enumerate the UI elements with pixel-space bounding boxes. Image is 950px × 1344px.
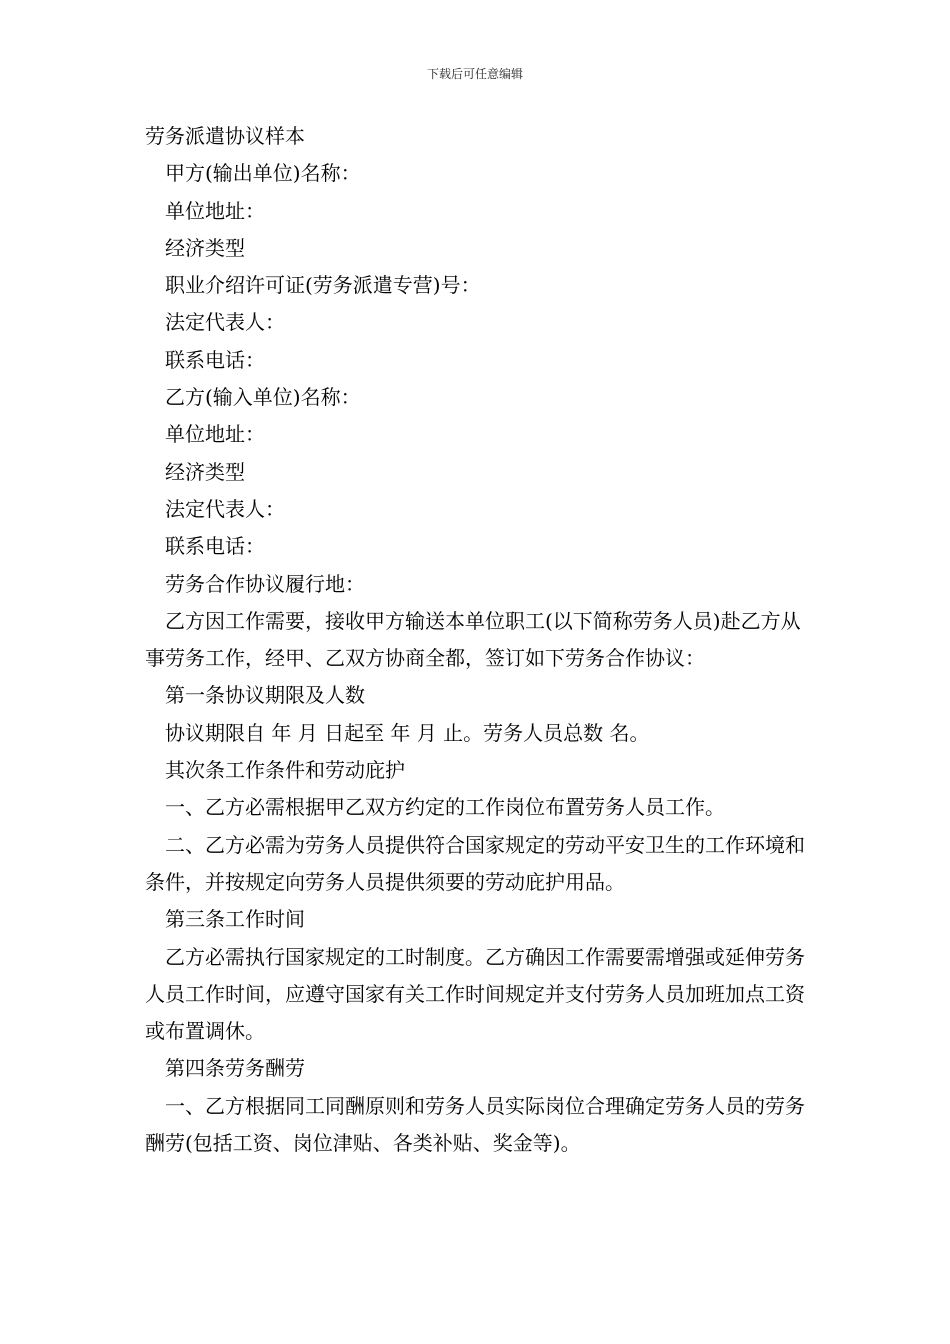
paragraph: 二、乙方必需为劳务人员提供符合国家规定的劳动平安卫生的工作环境和条件，并按规定向劳务人员提供须要的劳动庇护用品。 — [145, 832, 805, 894]
paragraph: 一、乙方必需根据甲乙双方约定的工作岗位布置劳务人员工作。 — [165, 795, 725, 820]
paragraph: 单位地址： — [165, 422, 265, 447]
document-title: 劳务派遣协议样本 — [145, 124, 305, 148]
paragraph: 经济类型 — [165, 459, 245, 484]
section-heading: 第四条劳务酬劳 — [165, 1056, 305, 1081]
header-note: 下载后可任意编辑 — [426, 67, 523, 81]
paragraph: 法定代表人： — [165, 496, 285, 521]
paragraph: 劳务合作协议履行地： — [165, 571, 365, 596]
paragraph: 协议期限自 年 月 日起至 年 月 止。劳务人员总数 名。 — [165, 720, 650, 745]
section-heading: 第三条工作时间 — [165, 907, 305, 932]
paragraph: 经济类型 — [165, 235, 245, 260]
paragraph: 一、乙方根据同工同酬原则和劳务人员实际岗位合理确定劳务人员的劳务酬劳(包括工资、岗位津贴、各类补贴、奖金等)。 — [145, 1093, 805, 1156]
document-body — [145, 118, 810, 1162]
paragraph: 法定代表人： — [165, 310, 285, 335]
section-heading: 第一条协议期限及人数 — [165, 683, 365, 708]
paragraph: 乙方(输入单位)名称： — [165, 385, 361, 410]
paragraph: 乙方因工作需要，接收甲方输送本单位职工(以下简称劳务人员)赴乙方从事劳务工作，经甲、乙双方协商全都，签订如下劳务合作协议： — [145, 608, 801, 671]
paragraph: 单位地址： — [165, 198, 265, 223]
paragraph: 联系电话： — [165, 347, 265, 372]
paragraph: 甲方(输出单位)名称： — [165, 161, 361, 186]
section-heading: 其次条工作条件和劳动庇护 — [165, 758, 405, 783]
paragraph: 职业介绍许可证(劳务派遣专营)号： — [165, 273, 481, 298]
paragraph: 乙方必需执行国家规定的工时制度。乙方确因工作需要需增强或延伸劳务人员工作时间，应遵守国家有关工作时间规定并支付劳务人员加班加点工资或布置调休。 — [145, 944, 805, 1044]
paragraph: 联系电话： — [165, 534, 265, 559]
